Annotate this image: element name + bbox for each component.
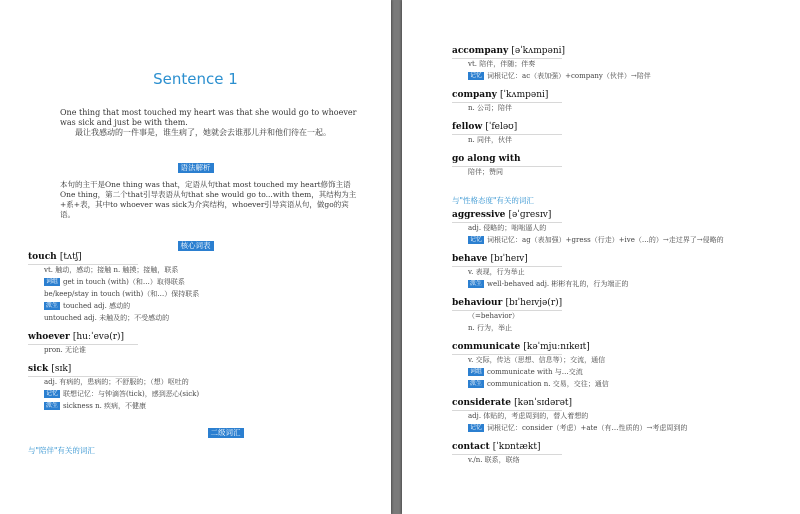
definition-text: 词根记忆：consider（考虑）+ate（有…性质的）→考虑周到的	[487, 424, 688, 432]
label-tag: 派生	[46, 402, 59, 409]
headword-underline	[452, 222, 562, 223]
label-tag: 派生	[470, 280, 483, 287]
definition-text: vt. 触动，感动；接触 n. 触摸；接触，联系	[44, 266, 179, 274]
headword-text: whoever	[28, 332, 70, 342]
definition-text: 陪伴；赞同	[468, 168, 503, 176]
definition-line	[44, 402, 146, 411]
headword-underline	[28, 264, 138, 265]
phonetic: [bɪˈheɪv]	[490, 254, 528, 264]
headword-underline	[452, 354, 562, 355]
phonetic: [ˈkɒntækt]	[492, 442, 541, 452]
analysis-text: 本句的主干是One thing was that，定语从句that most touched my heart修饰主语One thing，第二个that引导表语从句that she would go to...with them，其结构为主+系+表，其中to whoever was sick为介宾结构，whoever引导宾语从句，做go的宾语。	[60, 180, 357, 219]
headword-contact	[452, 442, 540, 453]
headword-fellow	[452, 122, 517, 133]
sentence-chinese: 最让我感动的一件事是，谁生病了，她就会去谁那儿并和他们待在一起。	[75, 128, 331, 137]
headword-sick	[28, 364, 71, 375]
definition-text: sickness n. 疾病，不健康	[63, 402, 147, 410]
label-tag: 派生	[46, 302, 59, 309]
headword-underline	[452, 310, 562, 311]
headword-text: considerate	[452, 398, 511, 408]
headword-text: sick	[28, 364, 49, 374]
label-tag: 记忆	[470, 424, 483, 431]
definition-text: communicate with 与…交流	[487, 368, 583, 376]
definition-line	[468, 324, 512, 333]
definition-text: v. 表现，行为举止	[468, 268, 525, 276]
headword-text: behaviour	[452, 298, 503, 308]
definition-text: （=behavior）	[468, 312, 519, 320]
definition-text: untouched adj. 未触及的；不受感动的	[44, 314, 170, 322]
definition-text: touched adj. 感动的	[63, 302, 131, 310]
bottom-badge-wrap	[0, 420, 391, 439]
label-tag: 词组	[470, 368, 483, 375]
definition-line	[468, 412, 588, 421]
headword-underline	[452, 166, 562, 167]
definition-line	[468, 268, 525, 277]
definition-line	[468, 168, 503, 177]
left-page	[0, 0, 391, 514]
section-note: 与"性格态度"有关的词汇	[452, 196, 534, 205]
bottom-note: 与"陪伴"有关的词汇	[28, 446, 95, 455]
label-tag: 记忆	[470, 72, 483, 79]
definition-line	[468, 104, 512, 113]
headword-go-along-with	[452, 154, 521, 165]
definition-line	[44, 378, 189, 387]
headword-underline	[452, 58, 562, 59]
headword-underline	[452, 454, 562, 455]
headword-underline	[452, 134, 562, 135]
definition-text: be/keep/stay in touch (with)（和…）保持联系	[44, 290, 200, 298]
headword-text: fellow	[452, 122, 483, 132]
definition-text: communication n. 交易，交往；通信	[487, 380, 609, 388]
definition-text: vt. 陪伴，伴随；伴奏	[468, 60, 536, 68]
definition-text: v. 交际，传达（思想、信息等）；交流，通信	[468, 356, 606, 364]
phonetic: [əˈkʌmpəni]	[511, 46, 566, 56]
label-tag: 记忆	[46, 390, 59, 397]
definition-line	[468, 456, 520, 465]
definition-line	[44, 302, 130, 311]
phonetic: [bɪˈheɪvjə(r)]	[505, 298, 563, 308]
definition-line	[44, 266, 178, 275]
headword-text: touch	[28, 252, 57, 262]
phonetic: [ˈkʌmpəni]	[500, 90, 549, 100]
headword-aggressive	[452, 210, 551, 221]
page-title: Sentence 1	[153, 70, 238, 88]
headword-underline	[452, 410, 562, 411]
sentence-english: One thing that most touched my heart was that she would go to whoever was sick and just be with them.	[60, 108, 357, 127]
phonetic: [huːˈevə(r)]	[72, 332, 125, 342]
definition-text: get in touch (with)（和…）取得联系	[63, 278, 185, 286]
definition-line	[468, 380, 609, 389]
phonetic: [tʌtʃ]	[59, 252, 82, 262]
headword-text: accompany	[452, 46, 509, 56]
definition-text: 词根记忆：ac（表加强）+company（伙伴）→陪伴	[487, 72, 651, 80]
headword-whoever	[28, 332, 124, 343]
definition-line	[44, 314, 169, 323]
headword-underline	[28, 376, 138, 377]
headword-text: company	[452, 90, 497, 100]
headword-company	[452, 90, 548, 101]
headword-accompany	[452, 46, 565, 57]
definition-text: n. 公司；陪伴	[468, 104, 512, 112]
headword-underline	[28, 344, 138, 345]
analysis-badge: 语法解析	[178, 163, 214, 173]
definition-line	[468, 368, 583, 377]
definition-text: n. 行为，举止	[468, 324, 512, 332]
headword-communicate	[452, 342, 590, 353]
core-words-badge: 核心词表	[178, 241, 214, 251]
headword-underline	[452, 266, 562, 267]
definition-text: pron. 无论谁	[44, 346, 86, 354]
definition-line	[468, 356, 605, 365]
definition-line	[44, 390, 199, 399]
definition-text: adj. 有病的，患病的；不舒服的；（想）呕吐的	[44, 378, 189, 386]
definition-line	[468, 312, 519, 321]
second-level-badge: 二级词汇	[208, 428, 244, 438]
definition-text: adj. 侵略的；咄咄逼人的	[468, 224, 547, 232]
definition-line	[468, 236, 724, 245]
definition-line	[468, 60, 535, 69]
phonetic: [ˈfeləʊ]	[485, 122, 518, 132]
definition-line	[468, 72, 651, 81]
phonetic: [sɪk]	[51, 364, 72, 374]
headword-underline	[452, 102, 562, 103]
label-tag: 记忆	[470, 236, 483, 243]
headword-behaviour	[452, 298, 562, 309]
definition-line	[468, 136, 512, 145]
definition-line	[468, 224, 546, 233]
definition-text: 词根记忆：ag（表加强）+gress（行走）+ive（…的）→走过界了→侵略的	[487, 236, 724, 244]
headword-text: contact	[452, 442, 490, 452]
headword-considerate	[452, 398, 572, 409]
headword-text: aggressive	[452, 210, 506, 220]
analysis-badge-wrap	[0, 155, 391, 174]
headword-text: communicate	[452, 342, 521, 352]
label-tag: 派生	[470, 380, 483, 387]
headword-text: go along with	[452, 154, 521, 164]
headword-behave	[452, 254, 528, 265]
definition-line	[44, 278, 185, 287]
phonetic: [kənˈsɪdərət]	[514, 398, 573, 408]
headword-text: behave	[452, 254, 488, 264]
phonetic: [kəˈmjuːnɪkeɪt]	[523, 342, 590, 352]
definition-line	[468, 280, 628, 289]
phonetic: [əˈɡresɪv]	[508, 210, 552, 220]
definition-line	[44, 346, 86, 355]
definition-line	[468, 424, 687, 433]
definition-text: adj. 体贴的，考虑周到的，替人着想的	[468, 412, 589, 420]
label-tag: 词组	[46, 278, 59, 285]
definition-text: well-behaved adj. 彬彬有礼的，行为端正的	[487, 280, 629, 288]
core-badge-wrap	[0, 233, 391, 252]
definition-text: v./n. 联系，联络	[468, 456, 520, 464]
definition-line	[44, 290, 199, 299]
right-page	[402, 0, 800, 514]
definition-text: 联想记忆：与钟滴答(tick)，感到恶心(sick)	[63, 390, 200, 398]
headword-touch	[28, 252, 82, 263]
definition-text: n. 同伴，伙伴	[468, 136, 512, 144]
